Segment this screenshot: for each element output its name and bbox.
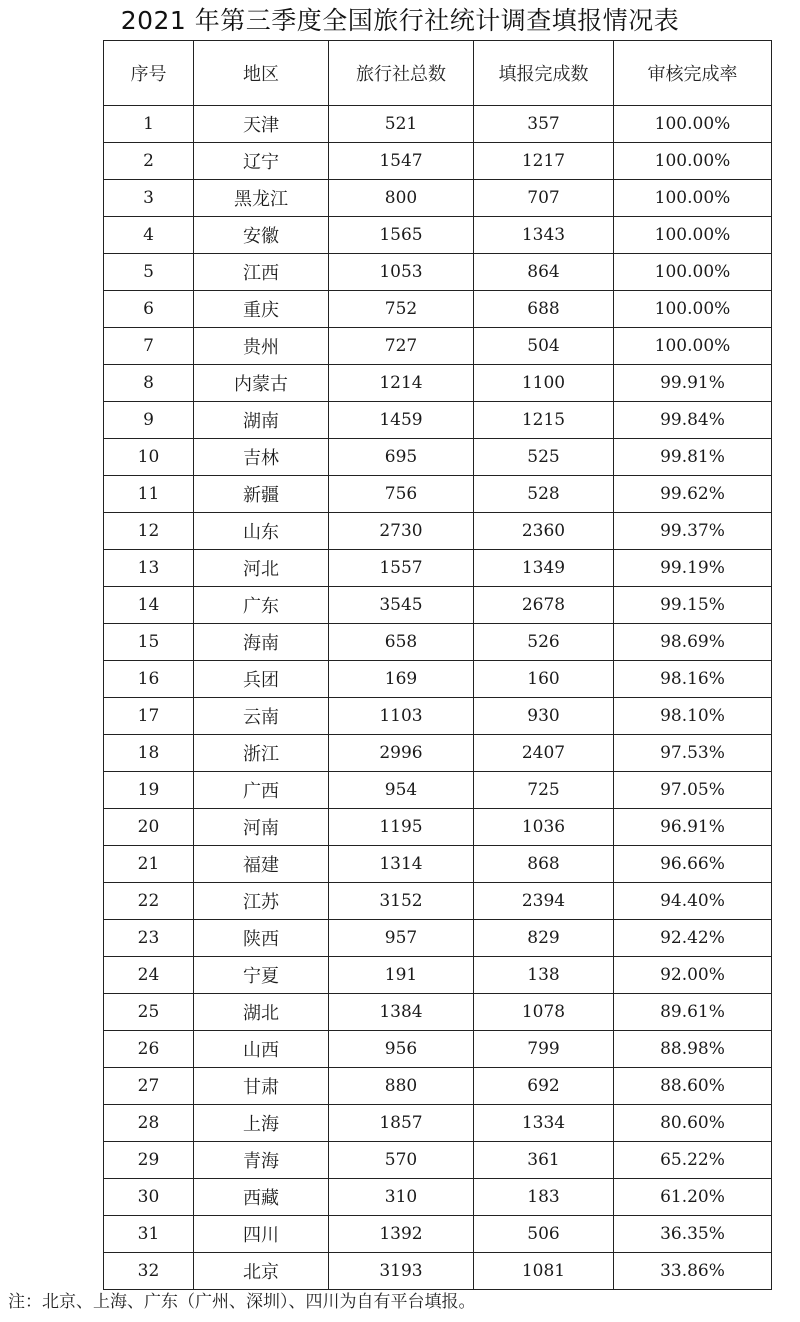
cell-completed-reports: 725 [474, 772, 614, 809]
cell-review-rate: 98.69% [614, 624, 772, 661]
table-row [104, 846, 772, 883]
table-row [104, 1253, 772, 1290]
cell-review-rate: 80.60% [614, 1105, 772, 1142]
cell-completed-reports: 799 [474, 1031, 614, 1068]
table-row [104, 698, 772, 735]
table-row [104, 439, 772, 476]
table-row [104, 1031, 772, 1068]
cell-review-rate: 94.40% [614, 883, 772, 920]
cell-region: 福建 [194, 846, 329, 883]
cell-index: 17 [104, 698, 194, 735]
table-row [104, 217, 772, 254]
table-row [104, 402, 772, 439]
cell-completed-reports: 1081 [474, 1253, 614, 1290]
table-body [104, 106, 772, 1290]
cell-region: 陕西 [194, 920, 329, 957]
cell-total-agencies: 1103 [329, 698, 474, 735]
cell-region: 兵团 [194, 661, 329, 698]
cell-review-rate: 97.53% [614, 735, 772, 772]
cell-index: 26 [104, 1031, 194, 1068]
cell-index: 31 [104, 1216, 194, 1253]
cell-index: 18 [104, 735, 194, 772]
cell-completed-reports: 868 [474, 846, 614, 883]
cell-review-rate: 99.84% [614, 402, 772, 439]
cell-review-rate: 89.61% [614, 994, 772, 1031]
cell-region: 吉林 [194, 439, 329, 476]
cell-total-agencies: 169 [329, 661, 474, 698]
cell-region: 甘肃 [194, 1068, 329, 1105]
cell-index: 5 [104, 254, 194, 291]
cell-total-agencies: 727 [329, 328, 474, 365]
cell-index: 3 [104, 180, 194, 217]
cell-index: 21 [104, 846, 194, 883]
cell-region: 安徽 [194, 217, 329, 254]
cell-total-agencies: 570 [329, 1142, 474, 1179]
cell-total-agencies: 191 [329, 957, 474, 994]
cell-total-agencies: 1053 [329, 254, 474, 291]
cell-completed-reports: 688 [474, 291, 614, 328]
cell-total-agencies: 695 [329, 439, 474, 476]
cell-review-rate: 99.37% [614, 513, 772, 550]
cell-index: 7 [104, 328, 194, 365]
table-row [104, 661, 772, 698]
cell-completed-reports: 864 [474, 254, 614, 291]
cell-index: 20 [104, 809, 194, 846]
cell-region: 云南 [194, 698, 329, 735]
cell-total-agencies: 1392 [329, 1216, 474, 1253]
cell-index: 1 [104, 106, 194, 143]
cell-total-agencies: 957 [329, 920, 474, 957]
cell-review-rate: 65.22% [614, 1142, 772, 1179]
cell-total-agencies: 2996 [329, 735, 474, 772]
cell-region: 辽宁 [194, 143, 329, 180]
column-header-total-agencies: 旅行社总数 [329, 41, 474, 106]
cell-review-rate: 99.62% [614, 476, 772, 513]
cell-region: 贵州 [194, 328, 329, 365]
cell-completed-reports: 1349 [474, 550, 614, 587]
cell-completed-reports: 1334 [474, 1105, 614, 1142]
cell-region: 上海 [194, 1105, 329, 1142]
cell-region: 山西 [194, 1031, 329, 1068]
table-row [104, 1179, 772, 1216]
cell-completed-reports: 525 [474, 439, 614, 476]
cell-index: 10 [104, 439, 194, 476]
cell-review-rate: 61.20% [614, 1179, 772, 1216]
cell-index: 24 [104, 957, 194, 994]
cell-completed-reports: 1078 [474, 994, 614, 1031]
cell-review-rate: 99.81% [614, 439, 772, 476]
cell-total-agencies: 956 [329, 1031, 474, 1068]
cell-completed-reports: 160 [474, 661, 614, 698]
cell-index: 2 [104, 143, 194, 180]
statistics-table [103, 40, 772, 1290]
cell-completed-reports: 361 [474, 1142, 614, 1179]
table-row [104, 1068, 772, 1105]
table-row [104, 365, 772, 402]
cell-region: 黑龙江 [194, 180, 329, 217]
cell-completed-reports: 829 [474, 920, 614, 957]
cell-region: 天津 [194, 106, 329, 143]
cell-completed-reports: 138 [474, 957, 614, 994]
cell-region: 江西 [194, 254, 329, 291]
cell-total-agencies: 1459 [329, 402, 474, 439]
cell-completed-reports: 183 [474, 1179, 614, 1216]
cell-total-agencies: 1384 [329, 994, 474, 1031]
column-header-index: 序号 [104, 41, 194, 106]
cell-index: 15 [104, 624, 194, 661]
cell-total-agencies: 880 [329, 1068, 474, 1105]
cell-index: 29 [104, 1142, 194, 1179]
cell-completed-reports: 1036 [474, 809, 614, 846]
cell-region: 四川 [194, 1216, 329, 1253]
cell-review-rate: 100.00% [614, 180, 772, 217]
cell-total-agencies: 1195 [329, 809, 474, 846]
cell-region: 浙江 [194, 735, 329, 772]
cell-total-agencies: 1214 [329, 365, 474, 402]
cell-total-agencies: 1547 [329, 143, 474, 180]
cell-total-agencies: 310 [329, 1179, 474, 1216]
cell-completed-reports: 526 [474, 624, 614, 661]
table-row [104, 106, 772, 143]
cell-completed-reports: 2678 [474, 587, 614, 624]
cell-completed-reports: 707 [474, 180, 614, 217]
table-row [104, 809, 772, 846]
cell-review-rate: 98.16% [614, 661, 772, 698]
cell-review-rate: 100.00% [614, 217, 772, 254]
cell-index: 13 [104, 550, 194, 587]
cell-index: 32 [104, 1253, 194, 1290]
cell-total-agencies: 954 [329, 772, 474, 809]
cell-review-rate: 36.35% [614, 1216, 772, 1253]
cell-review-rate: 99.15% [614, 587, 772, 624]
cell-review-rate: 96.91% [614, 809, 772, 846]
cell-review-rate: 99.91% [614, 365, 772, 402]
column-header-review-rate: 审核完成率 [614, 41, 772, 106]
cell-total-agencies: 1557 [329, 550, 474, 587]
cell-completed-reports: 357 [474, 106, 614, 143]
cell-index: 6 [104, 291, 194, 328]
cell-completed-reports: 2360 [474, 513, 614, 550]
cell-index: 12 [104, 513, 194, 550]
cell-review-rate: 88.60% [614, 1068, 772, 1105]
table-row [104, 180, 772, 217]
cell-total-agencies: 1857 [329, 1105, 474, 1142]
cell-region: 湖南 [194, 402, 329, 439]
cell-completed-reports: 2394 [474, 883, 614, 920]
cell-completed-reports: 692 [474, 1068, 614, 1105]
cell-completed-reports: 1100 [474, 365, 614, 402]
cell-index: 28 [104, 1105, 194, 1142]
cell-region: 新疆 [194, 476, 329, 513]
cell-completed-reports: 1343 [474, 217, 614, 254]
cell-index: 27 [104, 1068, 194, 1105]
table-row [104, 920, 772, 957]
table-row [104, 513, 772, 550]
cell-completed-reports: 1217 [474, 143, 614, 180]
cell-region: 河南 [194, 809, 329, 846]
cell-review-rate: 98.10% [614, 698, 772, 735]
cell-review-rate: 100.00% [614, 143, 772, 180]
cell-index: 14 [104, 587, 194, 624]
table-row [104, 328, 772, 365]
cell-total-agencies: 800 [329, 180, 474, 217]
cell-index: 11 [104, 476, 194, 513]
table-row [104, 254, 772, 291]
cell-total-agencies: 3545 [329, 587, 474, 624]
cell-completed-reports: 2407 [474, 735, 614, 772]
cell-index: 9 [104, 402, 194, 439]
cell-review-rate: 100.00% [614, 291, 772, 328]
cell-completed-reports: 506 [474, 1216, 614, 1253]
table-row [104, 587, 772, 624]
cell-review-rate: 100.00% [614, 254, 772, 291]
cell-index: 23 [104, 920, 194, 957]
table-row [104, 883, 772, 920]
cell-index: 8 [104, 365, 194, 402]
cell-review-rate: 92.00% [614, 957, 772, 994]
table-row [104, 143, 772, 180]
cell-region: 青海 [194, 1142, 329, 1179]
cell-index: 25 [104, 994, 194, 1031]
cell-index: 16 [104, 661, 194, 698]
cell-review-rate: 97.05% [614, 772, 772, 809]
cell-completed-reports: 504 [474, 328, 614, 365]
cell-region: 广东 [194, 587, 329, 624]
cell-total-agencies: 3193 [329, 1253, 474, 1290]
page-title: 2021 年第三季度全国旅行社统计调查填报情况表 [120, 6, 680, 35]
table-row [104, 735, 772, 772]
cell-review-rate: 33.86% [614, 1253, 772, 1290]
cell-region: 内蒙古 [194, 365, 329, 402]
cell-total-agencies: 756 [329, 476, 474, 513]
cell-total-agencies: 3152 [329, 883, 474, 920]
cell-region: 西藏 [194, 1179, 329, 1216]
cell-index: 30 [104, 1179, 194, 1216]
cell-region: 北京 [194, 1253, 329, 1290]
table-row [104, 1105, 772, 1142]
cell-review-rate: 92.42% [614, 920, 772, 957]
cell-review-rate: 96.66% [614, 846, 772, 883]
cell-completed-reports: 930 [474, 698, 614, 735]
table-header-row [104, 41, 772, 106]
cell-region: 河北 [194, 550, 329, 587]
cell-index: 4 [104, 217, 194, 254]
cell-review-rate: 100.00% [614, 328, 772, 365]
cell-region: 广西 [194, 772, 329, 809]
table-row [104, 1216, 772, 1253]
cell-total-agencies: 1314 [329, 846, 474, 883]
cell-total-agencies: 521 [329, 106, 474, 143]
cell-index: 22 [104, 883, 194, 920]
cell-region: 海南 [194, 624, 329, 661]
cell-review-rate: 100.00% [614, 106, 772, 143]
table-row [104, 476, 772, 513]
cell-region: 江苏 [194, 883, 329, 920]
cell-region: 重庆 [194, 291, 329, 328]
table-row [104, 1142, 772, 1179]
cell-total-agencies: 658 [329, 624, 474, 661]
cell-completed-reports: 528 [474, 476, 614, 513]
cell-completed-reports: 1215 [474, 402, 614, 439]
cell-total-agencies: 1565 [329, 217, 474, 254]
cell-review-rate: 99.19% [614, 550, 772, 587]
cell-region: 湖北 [194, 994, 329, 1031]
table-row [104, 624, 772, 661]
cell-region: 山东 [194, 513, 329, 550]
table-row [104, 291, 772, 328]
cell-index: 19 [104, 772, 194, 809]
table-row [104, 957, 772, 994]
cell-region: 宁夏 [194, 957, 329, 994]
column-header-completed-reports: 填报完成数 [474, 41, 614, 106]
footnote: 注：北京、上海、广东（广州、深圳）、四川为自有平台填报。 [8, 1292, 476, 1312]
column-header-region: 地区 [194, 41, 329, 106]
cell-review-rate: 88.98% [614, 1031, 772, 1068]
cell-total-agencies: 752 [329, 291, 474, 328]
table-row [104, 550, 772, 587]
table-row [104, 772, 772, 809]
table-row [104, 994, 772, 1031]
cell-total-agencies: 2730 [329, 513, 474, 550]
